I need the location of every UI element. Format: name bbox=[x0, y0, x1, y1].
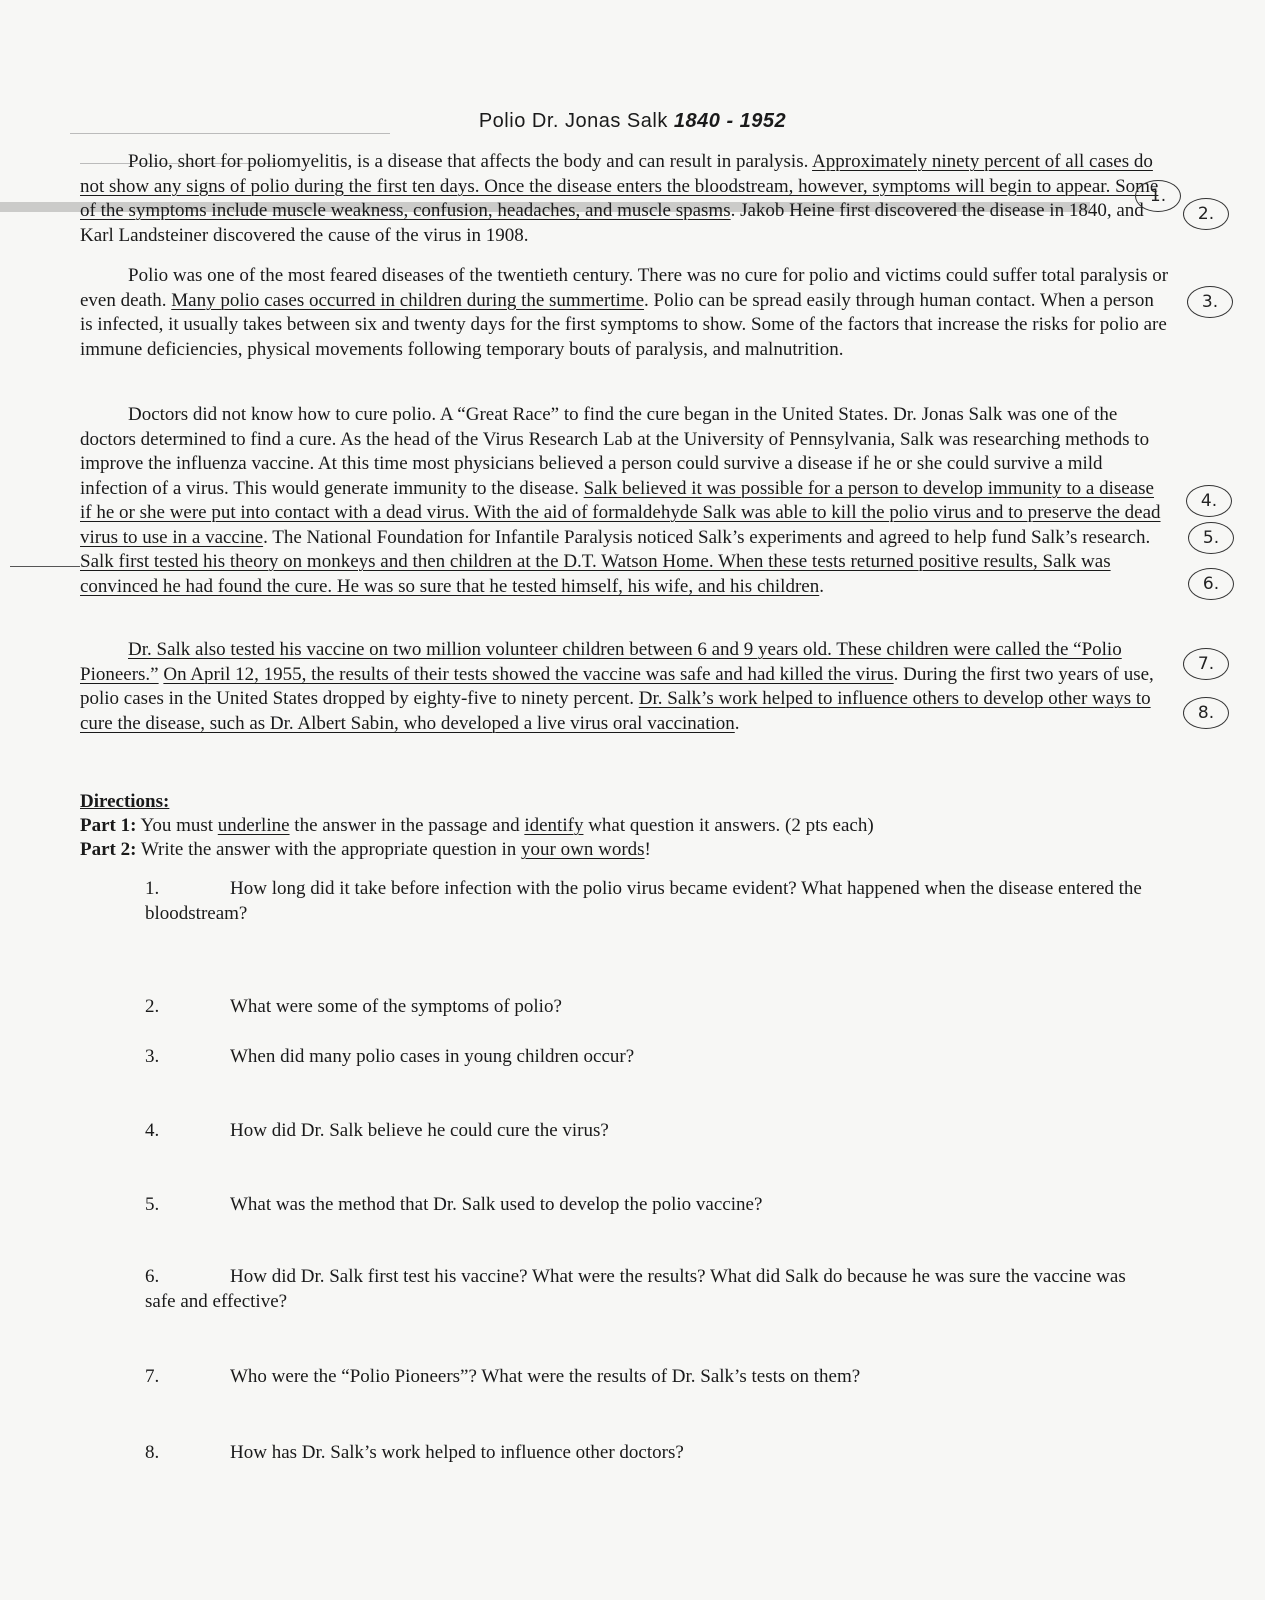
bleed-line bbox=[70, 133, 390, 134]
part1-underline-word: underline bbox=[217, 815, 290, 836]
question-number: 2. bbox=[145, 996, 160, 1017]
question-number: 4. bbox=[145, 1120, 160, 1141]
question-number: 1. bbox=[145, 878, 160, 899]
directions-heading: Directions: bbox=[80, 791, 170, 812]
part1-label: Part 1: bbox=[80, 815, 137, 836]
p4-underlined-3: Dr. Salk’s work helped to influence others to develop other ways to cure the disease, such as Dr. Albert Sabin, who developed a live virus oral vaccination bbox=[80, 688, 1151, 734]
question-text: How long did it take before infection with the polio virus became evident? What happened when the disease entered the bloodstream? bbox=[145, 878, 1142, 924]
part1-text: You must bbox=[136, 815, 218, 836]
question-6 bbox=[145, 1264, 1145, 1314]
p4-underlined-1: Dr. Salk also tested his vaccine on two million volunteer children between 6 and 9 years old. These children were called the “Polio Pioneers.” bbox=[80, 639, 1122, 685]
part2-text: Write the answer with the appropriate question in bbox=[136, 839, 522, 860]
paragraph-2 bbox=[80, 264, 1170, 362]
p2-underlined: Many polio cases occurred in children during the summertime bbox=[171, 289, 645, 311]
title-name: Polio Dr. Jonas Salk bbox=[478, 110, 668, 132]
question-1 bbox=[145, 876, 1145, 926]
question-number: 3. bbox=[145, 1046, 160, 1067]
question-8 bbox=[145, 1440, 1145, 1465]
question-5 bbox=[145, 1192, 1145, 1217]
question-number: 7. bbox=[145, 1366, 160, 1387]
question-number: 5. bbox=[145, 1194, 160, 1215]
part2-label: Part 2: bbox=[80, 839, 137, 860]
p4-text-end: . bbox=[734, 712, 740, 734]
directions bbox=[80, 790, 1180, 862]
margin-mark-6: 6. bbox=[1188, 568, 1234, 600]
margin-mark-4: 4. bbox=[1186, 485, 1232, 517]
part1-identify-word: identify bbox=[524, 815, 584, 836]
p4-underlined-2: On April 12, 1955, the results of their tests showed the vaccine was safe and had killed the virus bbox=[163, 663, 894, 685]
p2-text: Polio was one of the most feared diseases of the twentieth century. There was no cure for polio and victims could suffer total paralysis or even death. bbox=[80, 265, 1169, 311]
p4-text: . During the first two years of use, polio cases in the United States dropped by eighty-five to ninety percent. bbox=[80, 663, 1154, 709]
p3-underlined-2: Salk first tested his theory on monkeys and then children at the D.T. Watson Home. When these tests returned positive results, Salk was convinced he had found the cure. He was so sure that he tested himself, his wife, and his children bbox=[80, 551, 1111, 597]
question-4 bbox=[145, 1118, 1145, 1143]
question-text: How did Dr. Salk believe he could cure the virus? bbox=[230, 1120, 609, 1141]
marker-scribble bbox=[10, 566, 80, 567]
question-text: How did Dr. Salk first test his vaccine? What were the results? What did Salk do because he was sure the vaccine was safe and effective? bbox=[145, 1266, 1126, 1312]
p3-text-end: . bbox=[819, 575, 824, 597]
part1-text-3: what question it answers. (2 pts each) bbox=[583, 815, 874, 836]
margin-mark-3: 3. bbox=[1187, 286, 1233, 318]
part1-text-2: the answer in the passage and bbox=[289, 815, 525, 836]
question-text: What were some of the symptoms of polio? bbox=[230, 996, 562, 1017]
question-text: Who were the “Polio Pioneers”? What were the results of Dr. Salk’s tests on them? bbox=[230, 1366, 861, 1387]
margin-mark-8: 8. bbox=[1183, 697, 1229, 729]
question-number: 6. bbox=[145, 1266, 160, 1287]
paragraph-1 bbox=[80, 150, 1170, 248]
question-number: 8. bbox=[145, 1442, 160, 1463]
p3-text-mid: . The National Foundation for Infantile Paralysis noticed Salk’s experiments and agreed to help fund Salk’s research. bbox=[263, 526, 1151, 548]
margin-mark-5: 5. bbox=[1188, 522, 1234, 554]
part2-underlined: your own words bbox=[521, 839, 645, 860]
p3-underlined-1: Salk believed it was possible for a person to develop immunity to a disease if he or she were put into contact with a dead virus. With the aid of formaldehyde Salk was able to kill the polio virus and to preserve the dead virus to use in a vaccine bbox=[80, 477, 1161, 548]
p2-text-end: . Polio can be spread easily through human contact. When a person is infected, it usually takes between six and twenty days for the first symptoms to show. Some of the factors that increase the risks for polio are immune deficiencies, physical movements following temporary bouts of paralysis, and malnutrition. bbox=[80, 289, 1167, 360]
margin-mark-2: 2. bbox=[1183, 198, 1229, 230]
question-7 bbox=[145, 1364, 1145, 1389]
p1-text-end: . Jakob Heine first discovered the disease in 1840, and Karl Landsteiner discovered the cause of the virus in 1908. bbox=[80, 200, 1144, 246]
p1-underlined: Approximately ninety percent of all cases do not show any signs of polio during the first ten days. Once the disease enters the bloodstream, however, symptoms will begin to appear. Some of the symptoms include muscle weakness, confusion, headaches, and muscle spasms bbox=[80, 151, 1159, 221]
margin-mark-7: 7. bbox=[1183, 648, 1229, 680]
p3-text: Doctors did not know how to cure polio. A “Great Race” to find the cure began in the United States. Dr. Jonas Salk was one of the doctors determined to find a cure. As the head of the Virus Research Lab at the University of Pennsylvania, Salk was researching methods to improve the influenza vaccine. At this time most physicians believed a person could survive a disease if he or she could survive a mild infection of a virus. This would generate immunity to the disease. bbox=[80, 404, 1150, 499]
p1-text: Polio, short for poliomyelitis, is a disease that affects the body and can result in paralysis. bbox=[128, 151, 813, 172]
paragraph-4 bbox=[80, 638, 1170, 736]
question-3 bbox=[145, 1044, 1145, 1069]
question-text: When did many polio cases in young children occur? bbox=[230, 1046, 635, 1067]
page-title bbox=[0, 110, 1265, 133]
question-text: How has Dr. Salk’s work helped to influence other doctors? bbox=[230, 1442, 684, 1463]
question-2 bbox=[145, 994, 1145, 1019]
paragraph-3 bbox=[80, 403, 1170, 599]
question-text: What was the method that Dr. Salk used to develop the polio vaccine? bbox=[230, 1194, 763, 1215]
title-years: 1840 - 1952 bbox=[673, 110, 787, 132]
part2-text-end: ! bbox=[644, 839, 651, 860]
margin-mark-1: 1. bbox=[1135, 180, 1181, 212]
